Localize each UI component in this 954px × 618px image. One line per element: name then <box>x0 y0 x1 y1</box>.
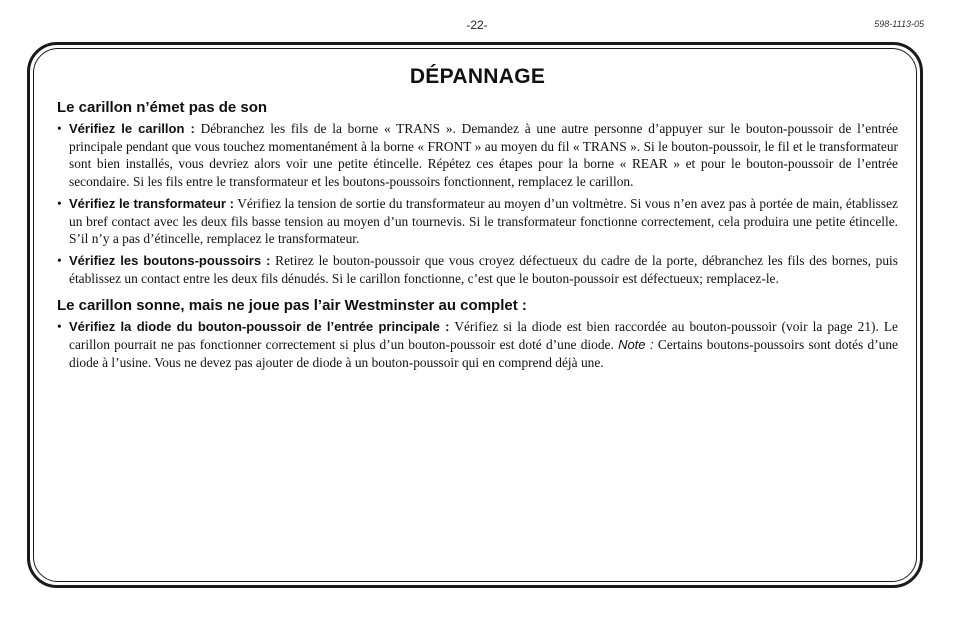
item-text: Vérifiez la tension de sortie du transformateur au moyen d’un voltmètre. Si vous n’en avez pas à portée de main, établissez un bref contact avec les deux fils basse tension au moyen d’un tournevis. Si le transformateur fonctionne correctement, cela produira une petite étincelle. S’il n’y a pas d’étincelle, remplacez le transformateur. <box>69 195 898 247</box>
bullet: • <box>57 252 62 268</box>
page-title: DÉPANNAGE <box>409 65 546 88</box>
section-heading-incomplete-tune: Le carillon sonne, mais ne joue pas l’air Westminster au complet : <box>57 297 527 315</box>
list-item-check-transformer <box>57 195 898 248</box>
document-code: 598-1113-05 <box>874 19 924 29</box>
incomplete-tune-list <box>57 318 898 371</box>
content-area <box>57 60 898 375</box>
page-number: -22- <box>466 18 488 32</box>
list-item-check-chime <box>57 120 898 191</box>
item-text: Débranchez les fils de la borne « TRANS ». Demandez à une autre personne d’appuyer sur le bouton-poussoir de l’entrée principale pendant que vous touchez momentanément à la borne « FRONT » au moyen du fil « TRANS ». Si le bouton-poussoir, le fil et le transformateur sont bien installés, vous devriez alors voir une petite étincelle. Répétez ces étapes pour la borne « REAR » et pour le bouton-poussoir de l’entrée secondaire. Si les fils entre le transformateur et les boutons-poussoirs fonctionnent, remplacez le carillon. <box>69 121 898 190</box>
bullet: • <box>57 319 62 335</box>
item-lead: Vérifiez le transformateur : <box>69 195 234 211</box>
item-lead: Vérifiez la diode du bouton-poussoir de l’entrée principale : <box>69 319 450 335</box>
item-text: Vérifiez si la diode est bien raccordée au bouton-poussoir (voir la page 21). Le carillon pourrait ne pas fonctionner correctement si plus d’un bouton-poussoir est doté d’une diode. <box>69 319 898 353</box>
section-heading-no-sound: Le carillon n’émet pas de son <box>57 99 268 116</box>
item-lead: Vérifiez le carillon : <box>69 121 195 136</box>
list-item-check-pushbuttons <box>57 252 898 287</box>
note-text: Certains boutons-poussoirs sont dotés d’une diode à l’usine. Vous ne devez pas ajouter de diode à un bouton-poussoir qui en comprend déjà une. <box>69 337 898 370</box>
bullet: • <box>57 195 62 211</box>
item-text: Retirez le bouton-poussoir que vous croyez défectueux du cadre de la porte, débranchez les fils des bornes, puis établissez un contact entre les deux fils dénudés. Si le carillon fonctionne, c’est que le bouton-poussoir est défectueux; remplacez-le. <box>69 252 898 286</box>
bullet: • <box>57 121 62 136</box>
item-lead: Vérifiez les boutons-poussoirs : <box>69 252 271 268</box>
note-label: Note : <box>618 337 654 353</box>
no-sound-list <box>57 120 898 287</box>
list-item-check-diode <box>57 318 898 371</box>
